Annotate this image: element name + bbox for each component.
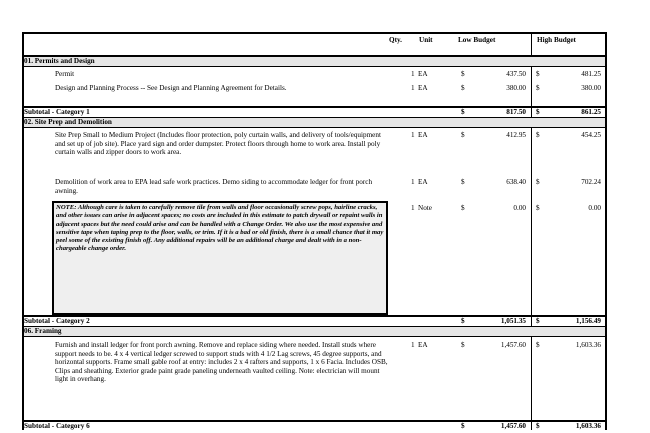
high-value: 0.00 bbox=[588, 204, 601, 212]
subtotal-low-currency: $ bbox=[461, 317, 465, 325]
subtotal-low-currency: $ bbox=[461, 108, 465, 116]
subtotal-high-value: 1,156.49 bbox=[575, 317, 601, 325]
item-qty: 1 bbox=[411, 84, 415, 92]
item-qty: 1 bbox=[411, 70, 415, 78]
item-description: Demolition of work area to EPA lead safe work practices. Demo siding to accommodate ledger for front porch awning. bbox=[55, 178, 373, 195]
note-box: NOTE: Although care is taken to carefully remove tile from walls and floor occasionally screw pops, hairline cracks, and other issues can arise in adjacent spaces; no costs are included in this estimate to patch drywall or repaint walls in adjacent spaces but the need could arise and can be handled with a Change Order. We also use the most expensive and sensitive tape when taping prep to the floor, walls, or trim. If it is a bad or old finish, there is a small chance that it may peel some of the existing finish off. Any additional repairs will be an additional charge and dealt with in a non-chargeable change order. bbox=[52, 201, 388, 315]
category-header bbox=[24, 57, 605, 66]
low-value: 1,457.60 bbox=[500, 341, 526, 349]
low-currency: $ bbox=[461, 204, 465, 212]
low-value: 380.00 bbox=[506, 84, 526, 92]
category-title: 06. Framing bbox=[24, 327, 62, 335]
category-header bbox=[24, 327, 605, 336]
low-currency: $ bbox=[461, 131, 465, 139]
category-title: 01. Permits and Design bbox=[24, 57, 95, 65]
row-rule bbox=[22, 336, 607, 337]
item-qty: 1 bbox=[411, 341, 415, 349]
item-unit: EA bbox=[418, 131, 428, 139]
item-qty: 1 bbox=[411, 204, 415, 212]
high-value: 380.00 bbox=[581, 84, 601, 92]
high-value: 1,603.36 bbox=[575, 341, 601, 349]
item-description: Furnish and install ledger for front porch awning. Remove and replace siding where needed. Install studs where support needs to be. 4 x 4 vertical ledger screwed to support studs with 4 1/2 Lag screws, 45 degree supports, and horizontal supports. Frame small gable roof at entry: includes 2 x 4 rafters and supports, 1 x 6 Facia. Includes OSB, Clips and sheathing. Exterior grade paint grade paneling underneath vaulted ceiling. Note: electrician will mount light in overhang. bbox=[55, 341, 388, 384]
item-qty: 1 bbox=[411, 131, 415, 139]
item-qty: 1 bbox=[411, 178, 415, 186]
item-unit: Note bbox=[418, 204, 432, 212]
right-border bbox=[605, 32, 607, 430]
header-high-budget: High Budget bbox=[537, 36, 576, 44]
subtotal-label: Subtotal - Category 2 bbox=[24, 317, 90, 325]
top-border bbox=[22, 32, 607, 34]
low-value: 437.50 bbox=[506, 70, 526, 78]
row-rule bbox=[22, 66, 607, 67]
header-low-budget: Low Budget bbox=[458, 36, 496, 44]
high-budget-divider bbox=[531, 32, 532, 430]
item-description: Design and Planning Process -- See Design and Planning Agreement for Details. bbox=[55, 84, 287, 92]
item-unit: EA bbox=[418, 341, 428, 349]
high-currency: $ bbox=[536, 70, 540, 78]
high-value: 702.24 bbox=[581, 178, 601, 186]
subtotal-high-value: 861.25 bbox=[581, 108, 601, 116]
subtotal-low-currency: $ bbox=[461, 422, 465, 430]
high-value: 454.25 bbox=[581, 131, 601, 139]
high-value: 481.25 bbox=[581, 70, 601, 78]
header-qty: Qty. bbox=[389, 36, 402, 44]
low-value: 638.40 bbox=[506, 178, 526, 186]
high-currency: $ bbox=[536, 341, 540, 349]
category-title: 02. Site Prep and Demolition bbox=[24, 118, 112, 126]
subtotal-low-value: 817.50 bbox=[506, 108, 526, 116]
item-description: Permit bbox=[55, 70, 75, 78]
item-unit: EA bbox=[418, 84, 428, 92]
row-rule bbox=[22, 127, 607, 128]
low-value: 412.95 bbox=[506, 131, 526, 139]
item-unit: EA bbox=[418, 178, 428, 186]
subtotal-label: Subtotal - Category 1 bbox=[24, 108, 90, 116]
left-border bbox=[22, 32, 24, 430]
high-currency: $ bbox=[536, 131, 540, 139]
subtotal-low-value: 1,051.35 bbox=[500, 317, 526, 325]
low-currency: $ bbox=[461, 70, 465, 78]
high-currency: $ bbox=[536, 84, 540, 92]
subtotal-label: Subtotal - Category 6 bbox=[24, 422, 90, 430]
subtotal-low-value: 1,457.60 bbox=[500, 422, 526, 430]
low-currency: $ bbox=[461, 341, 465, 349]
header-unit: Unit bbox=[419, 36, 433, 44]
low-value: 0.00 bbox=[513, 204, 526, 212]
low-currency: $ bbox=[461, 178, 465, 186]
subtotal-high-currency: $ bbox=[536, 422, 540, 430]
item-description: Site Prep Small to Medium Project (Includes floor protection, poly curtain walls, and delivery of tools/equipment and set up of job site). Place yard sign and order dumpster. Protect floors through home to work area. Install poly curtain walls and zipper doors to work area. bbox=[55, 131, 381, 157]
subtotal-high-currency: $ bbox=[536, 108, 540, 116]
subtotal-high-currency: $ bbox=[536, 317, 540, 325]
high-currency: $ bbox=[536, 178, 540, 186]
item-unit: EA bbox=[418, 70, 428, 78]
high-currency: $ bbox=[536, 204, 540, 212]
subtotal-high-value: 1,603.36 bbox=[575, 422, 601, 430]
low-currency: $ bbox=[461, 84, 465, 92]
